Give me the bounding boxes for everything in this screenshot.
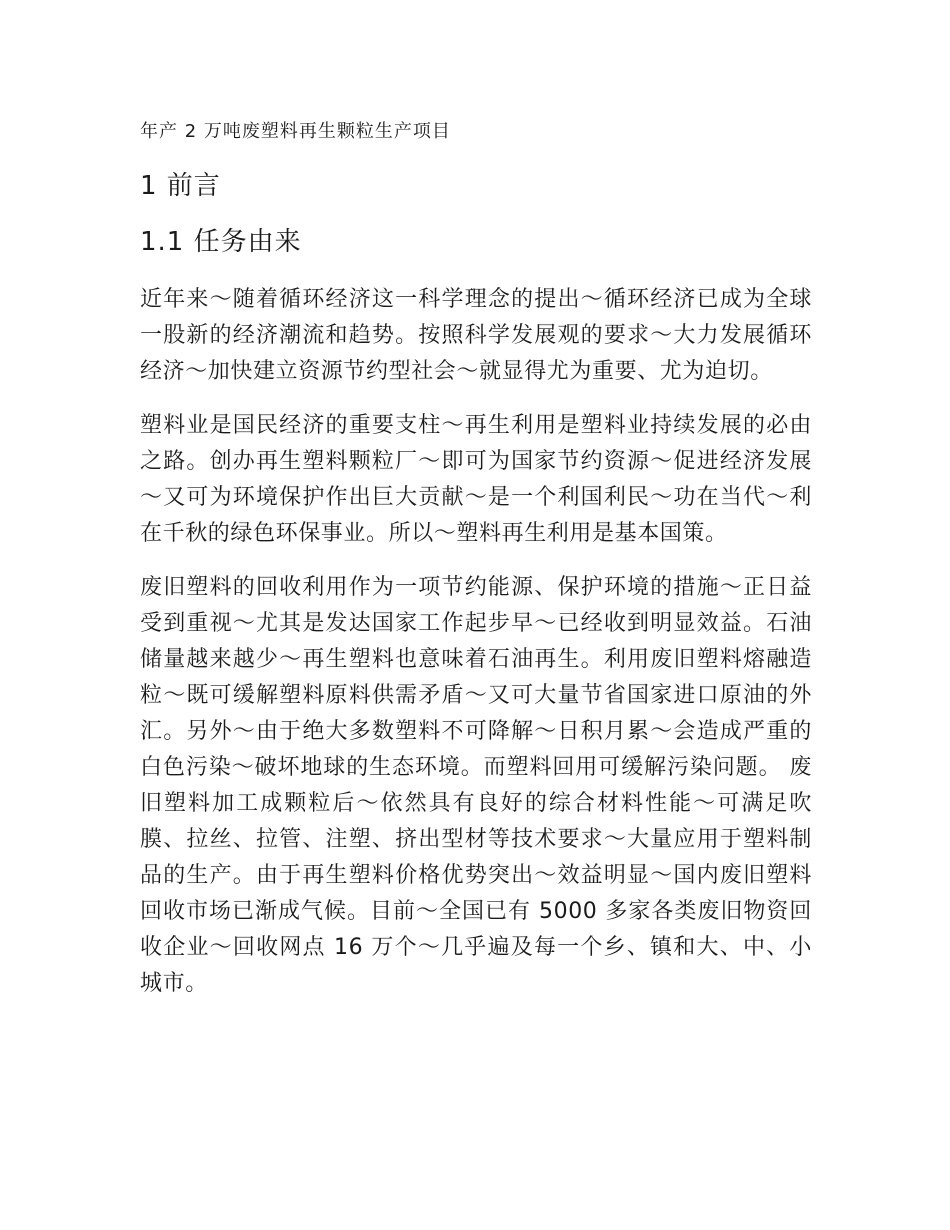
document-body: [140, 118, 812, 1020]
paragraph: 废旧塑料的回收利用作为一项节约能源、保护环境的措施～正日益受到重视～尤其是发达国家工作起步早～已经收到明显效益。石油储量越来越少～再生塑料也意味着石油再生。利用废旧塑料熔融造粒～既可缓解塑料原料供需矛盾～又可大量节省国家进口原油的外汇。另外～由于绝大多数塑料不可降解～日积月累～会造成严重的白色污染～破坏地球的生态环境。而塑料回用可缓解污染问题。 废旧塑料加工成颗粒后～依然具有良好的综合材料性能～可满足吹膜、拉丝、拉管、注塑、挤出型材等技术要求～大量应用于塑料制品的生产。由于再生塑料价格优势突出～效益明显～国内废旧塑料回收市场已渐成气候。目前～全国已有 5000 多家各类废旧物资回收企业～回收网点 16 万个～几乎遍及每一个乡、镇和大、中、小城市。: [140, 575, 812, 996]
paragraph: 塑料业是国民经济的重要支柱～再生利用是塑料业持续发展的必由之路。创办再生塑料颗粒厂～即可为国家节约资源～促进经济发展～又可为环境保护作出巨大贡献～是一个利国利民～功在当代～利在千秋的绿色环保事业。所以～塑料再生利用是基本国策。: [140, 413, 812, 546]
paragraph: 近年来～随着循环经济这一科学理念的提出～循环经济已成为全球一股新的经济潮流和趋势。按照科学发展观的要求～大力发展循环经济～加快建立资源节约型社会～就显得尤为重要、尤为迫切。: [140, 287, 812, 384]
section-heading: 1 前言: [140, 171, 221, 201]
document-title: 年产 2 万吨废塑料再生颗粒生产项目: [140, 121, 451, 142]
subsection-heading: 1.1 任务由来: [140, 227, 302, 257]
